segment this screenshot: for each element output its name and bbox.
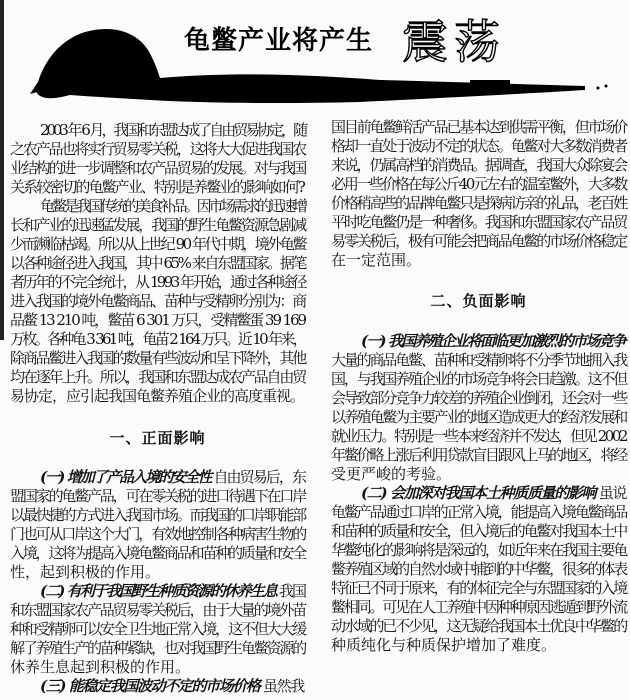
paragraph-line: [331, 579, 626, 598]
line-text: 进入我国的境外龟鳖商品、苗种与受精卵分别为：商: [10, 292, 305, 310]
paragraph-line: [331, 156, 626, 175]
paragraph-line: [10, 159, 305, 178]
paragraph-line: [10, 544, 305, 563]
line-text: 解了养殖生产的苗种紧缺，也对我国野生龟鳖资源的: [10, 639, 305, 657]
line-text: 动水域的已不少见，这无疑给我国本土优良中华鳖的: [331, 617, 626, 635]
line-text: 均在逐年上升。所以，我国和东盟达成农产品自由贸: [10, 368, 305, 386]
line-text: 国目前龟鳖鲜活产品已基本达到供需平衡，但市场价: [331, 118, 626, 136]
paragraph-line: [10, 639, 305, 658]
line-text: 休养生息起到积极的作用。: [10, 658, 191, 676]
line-text: 龟鳖产品通过口岸的正常入境，能提高入境龟鳖商品: [331, 503, 626, 521]
paragraph-line: [331, 408, 626, 427]
paragraph-line: [10, 677, 305, 696]
paragraph-line: [10, 235, 305, 254]
line-text: 就业压力。特别是一些本来经济并不发达，但见 2002: [331, 427, 626, 445]
paragraph-line: [10, 254, 305, 273]
line-text: 长和产业的迅速猛发展，我国的野生龟鳖资源急剧减: [10, 216, 305, 234]
paragraph-line: [10, 387, 305, 406]
paragraph-line: [331, 251, 626, 270]
paragraph-line: [331, 213, 626, 232]
paragraph-line: [331, 427, 626, 446]
paragraph-line: [10, 620, 305, 639]
paragraph-line: [331, 541, 626, 560]
paragraph-line: [10, 658, 305, 677]
paragraph-line: [331, 137, 626, 156]
paragraph-line: [331, 446, 626, 465]
right-column: [331, 0, 626, 700]
paragraph-line: [10, 506, 305, 525]
line-text: 平时吃龟鳖仍是一种奢侈。我国和东盟国家农产品贸: [331, 213, 626, 231]
line-text: 虽然我: [259, 677, 304, 695]
paragraph-line: [10, 197, 305, 216]
paragraph-line: [331, 522, 626, 541]
line-text: 鳖相同。可见在人工养殖中因种种原因逃遁到野外流: [331, 598, 626, 616]
paragraph-line: [331, 617, 626, 636]
paragraph-line: [331, 636, 626, 655]
section-heading: 一、正面影响: [109, 429, 206, 447]
section-heading: 二、负面影响: [430, 292, 527, 310]
subsection-lead: (二) 会加深对我国本土种质质量的影响: [361, 484, 596, 502]
line-text: 者历年的不完全统计，从 1993 年开始，通过各种途径: [10, 273, 305, 291]
line-text: 受更严峻的考验。: [331, 465, 452, 483]
line-text: 鳖养殖区域的自然水域中捕到的中华鳖，很多的体表: [331, 560, 626, 578]
article-title: 龟鳖产业将产生: [184, 26, 374, 56]
paragraph-line: [10, 349, 305, 368]
paragraph-line: [331, 175, 626, 194]
line-text: 必用一些价格在每公斤40元左右的温室鳖外，大多数: [331, 175, 626, 193]
paragraph-line: [10, 216, 305, 235]
line-text: 以各种途径进入我国，其中 65% 来自东盟国家。据笔: [10, 254, 305, 272]
line-text: 性，起到积极的作用。: [10, 563, 161, 581]
line-text: 2003 年 6 月，我国和东盟达成了自由贸易协定，随: [40, 121, 305, 139]
line-text: 门也可从口岸这个大门，有效地控制各种病害生物的: [10, 525, 305, 543]
line-text: 易零关税后，极有可能会把商品龟鳖的市场价格稳定: [331, 232, 626, 250]
paragraph-line: [331, 560, 626, 579]
paragraph-line: [331, 484, 626, 503]
line-text: 格却一直处于波动不定的状态。龟鳖对大多数消费者: [331, 137, 626, 155]
paragraph-line: [331, 118, 626, 137]
line-text: 国，与我国养殖企业的市场竞争将会日趋激。这不但: [331, 370, 626, 388]
line-text: 大量的商品龟鳖、苗种和受精卵将不分季节地拥入我: [331, 351, 626, 369]
paragraph-line: [10, 121, 305, 140]
line-text: 入境，这将为提高入境龟鳖商品和苗种的质量和安全: [10, 544, 305, 562]
line-text: 种和受精卵可以安全卫生地正常入境，这不但大大缓: [10, 620, 305, 638]
paragraph-line: [10, 468, 305, 487]
line-text: 在一定范围。: [331, 251, 422, 269]
paragraph-line: [10, 330, 305, 349]
line-text: 自由贸易后，东: [210, 468, 305, 486]
subsection-lead: (二) 有利于我国野生种质资源的休养生息: [40, 582, 277, 600]
subsection-lead: (三) 能稳定我国波动不定的市场价格: [40, 677, 260, 695]
paragraph-line: [331, 232, 626, 251]
line-text: 价格稍高些的品牌龟鳖只是探病访亲的礼品，老百姓: [331, 194, 626, 212]
line-text: 和东盟国家农产品贸易零关税后，由于大量的境外苗: [10, 601, 305, 619]
line-text: 年鳖价略上涨后利用贷款盲目跟风上马的地区，将经: [331, 446, 626, 464]
line-text: 除商品鳖进入我国的数量有些波动和呈下降外，其他: [10, 349, 305, 367]
paragraph-line: [331, 370, 626, 389]
line-text: 万枚。各种龟 3 361 吨，龟苗 2 164 万只。近 10 年来，: [10, 330, 305, 348]
line-text: 华鳖纯化的影响将是深远的，如近年来在我国主要龟: [331, 541, 626, 559]
line-text: 品鳖 13 210 吨，鳖苗 6 301 万只，受精鳖蛋 39 169: [10, 311, 305, 329]
line-text: 盟国家的龟鳖产品，可在零关税的进口待遇下在口岸: [10, 487, 305, 505]
paragraph-line: [10, 487, 305, 506]
line-text: 和苗种的质量和安全，但入境后的龟鳖对我国本土中: [331, 522, 626, 540]
line-text: 关系较密切的龟鳖产业、特别是养鳖业的影响如何?: [10, 178, 304, 196]
paragraph-line: [331, 465, 626, 484]
paragraph-line: [10, 368, 305, 387]
line-text: 来说，仍属高档的消费品。据调查，我国大众除宴会: [331, 156, 626, 174]
line-text: 易协定，应引起我国龟鳖养殖企业的高度重视。: [10, 387, 305, 405]
paragraph-line: [331, 194, 626, 213]
paragraph-line: [10, 311, 305, 330]
paragraph-line: [331, 503, 626, 522]
paragraph-line: [10, 582, 305, 601]
line-text: 特征已不同于原来，有的体征完全与东盟国家的入境: [331, 579, 626, 597]
line-text: 龟鳖是我国传统的美食补品。因市场需求的迅速增: [40, 197, 305, 215]
subsection-lead: (一) 我国养殖企业将面临更加激烈的市场竞争: [361, 332, 625, 350]
paragraph-line: [331, 332, 626, 351]
line-text: 少而濒临枯竭。所以从上世纪 90 年代中期，境外龟鳖: [10, 235, 305, 253]
line-text: 会导致部分竞争力较差的养殖企业倒闭，还会对一些: [331, 389, 626, 407]
article-title-accent: 震荡: [402, 15, 506, 69]
paragraph-line: [10, 178, 305, 197]
line-text: 以最快捷的方式进入我国市场。而我国的口岸职能部: [10, 506, 305, 524]
line-text: 种质纯化与种质保护增加了难度。: [331, 636, 557, 654]
line-text: 虽说: [595, 484, 626, 502]
paragraph-line: [10, 292, 305, 311]
line-text: 我国: [276, 582, 305, 600]
paragraph-line: [10, 601, 305, 620]
line-text: 以养殖龟鳖为主要产业的地区造成更大的经济发展和: [331, 408, 626, 426]
paragraph-line: [10, 273, 305, 292]
line-text: 之农产品也将实行贸易零关税，这将大大促进我国农: [10, 140, 305, 158]
paragraph-line: [10, 563, 305, 582]
line-text: 业结构的进一步调整和农产品贸易的发展。对与我国: [10, 159, 305, 177]
paragraph-line: [331, 389, 626, 408]
paragraph-line: [10, 525, 305, 544]
paragraph-line: [10, 140, 305, 159]
subsection-lead: (一) 增加了产品入境的安全性: [40, 468, 211, 486]
left-column: [10, 0, 305, 700]
paragraph-line: [331, 598, 626, 617]
paragraph-line: [331, 351, 626, 370]
